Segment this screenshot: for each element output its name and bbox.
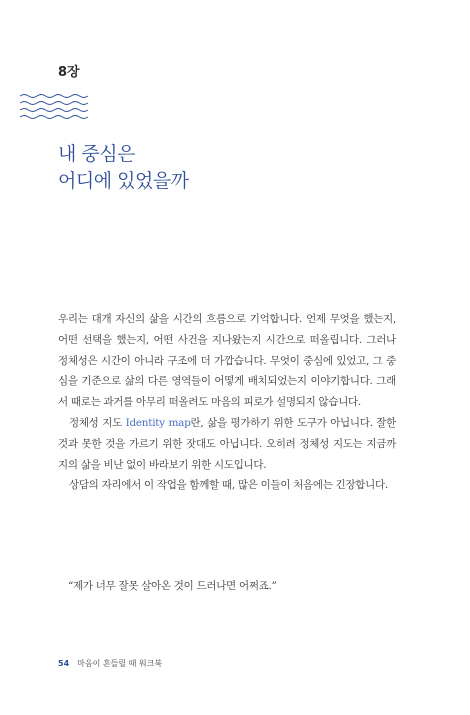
- quote: “제가 너무 잘못 살아온 것이 드러나면 어쩌죠.”: [68, 580, 277, 592]
- body-text: [58, 309, 396, 496]
- chapter-label: 8장: [58, 65, 80, 80]
- paragraph-2-rest: 란, 삶을 평가하기 위한 도구가 아닙니다. 잘한 것과 못한 것을 가르기 위한 잣대도 아닙니다. 오히려 정체성 지도는 지금까지의 삶을 비난 없이 바라보기 위한 시도입니다.: [58, 416, 396, 471]
- paragraph-2-start: 정체성 지도: [69, 416, 126, 429]
- identity-map-term: Identity map: [125, 416, 191, 429]
- paragraph-3: 상담의 자리에서 이 작업을 함께할 때, 많은 이들이 처음에는 긴장합니다.: [69, 479, 388, 492]
- book-title: 마음이 흔들릴 때 워크북: [77, 659, 163, 668]
- page-footer: [58, 658, 162, 669]
- chapter-title-line-2: 어디에 있었을까: [58, 170, 189, 192]
- wave-ornament-icon: [20, 93, 88, 123]
- paragraph-2: [58, 413, 396, 475]
- chapter-title-line-1: 내 중심은: [58, 143, 135, 165]
- paragraph-1: 우리는 대개 자신의 삶을 시간의 흐름으로 기억합니다. 언제 무엇을 했는지, 어떤 선택을 했는지, 어떤 사건을 지나왔는지 시간으로 떠올립니다. 그러나 정체성은 시간이 아니라 구조에 더 가깝습니다. 무엇이 중심에 있었고, 그 중심을 기준으로 삶의 다른 영역들이 어떻게 배치되었는지 이야기합니다. 그래서 때로는 과거를 아무리 떠올려도 마음의 피로가 설명되지 않습니다.: [58, 313, 396, 409]
- page-number: 54: [58, 659, 70, 668]
- chapter-title: [58, 141, 189, 195]
